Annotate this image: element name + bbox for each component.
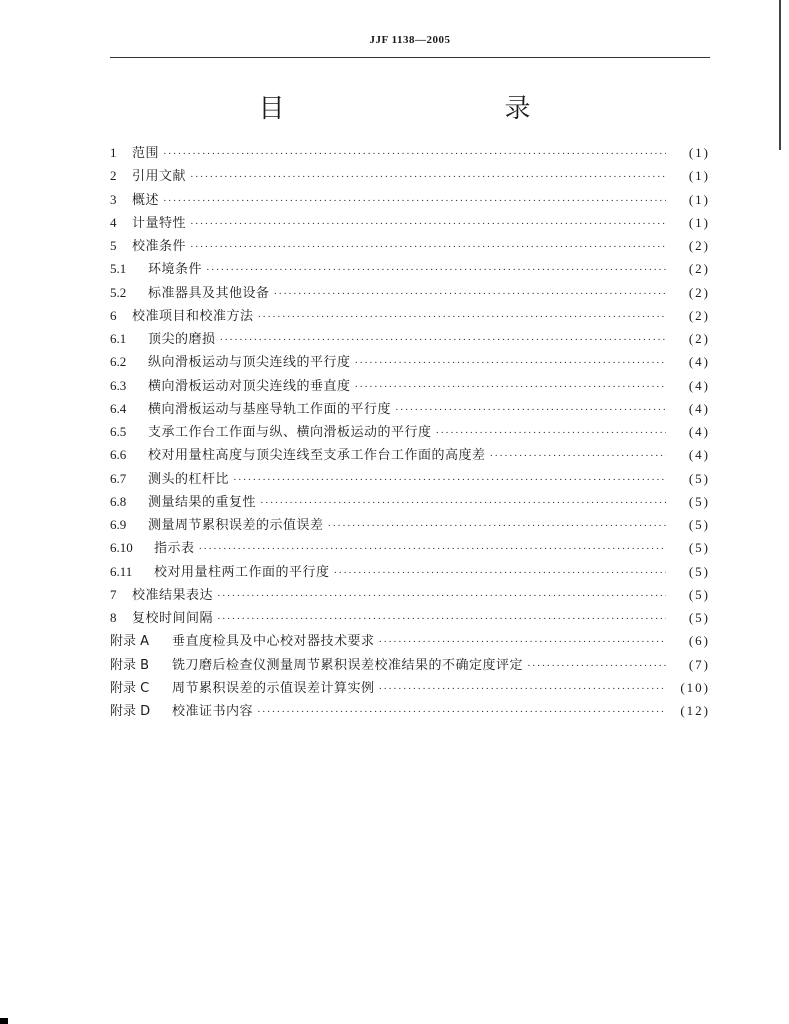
- toc-dot-leader: [328, 520, 666, 532]
- toc-entry-number: 6.1: [110, 331, 127, 346]
- toc-entry-title: 校对用量柱两工作面的平行度: [154, 564, 330, 580]
- toc-entry-page: (5): [688, 563, 710, 579]
- toc-entry-title: 测头的杠杆比: [148, 471, 230, 487]
- toc-entry[interactable]: [110, 491, 710, 514]
- document-code-header: JJF 1138—2005: [369, 34, 451, 46]
- table-of-contents: [110, 142, 710, 723]
- toc-entry-number: 附录 A: [110, 634, 150, 650]
- toc-entry-title: 测量周节累积误差的示值误差: [148, 518, 324, 533]
- toc-entry[interactable]: [110, 142, 710, 165]
- toc-entry-page: (4): [688, 354, 710, 370]
- toc-entry-title: 校准项目和校准方法: [132, 308, 254, 324]
- toc-entry[interactable]: [110, 351, 710, 374]
- toc-entry-number: 2: [110, 168, 117, 184]
- toc-dot-leader: [220, 334, 666, 346]
- toc-entry[interactable]: [110, 235, 710, 258]
- toc-entry-number: 6: [110, 307, 117, 323]
- toc-entry-page: (5): [688, 470, 710, 486]
- page-title: 目 录: [258, 94, 587, 124]
- toc-entry-page: (10): [680, 679, 710, 695]
- toc-entry[interactable]: [110, 584, 710, 607]
- scan-corner-mark: [0, 1018, 8, 1024]
- toc-entry-number: 附录 C: [110, 680, 150, 696]
- toc-entry-title: 测量结果的重复性: [148, 494, 257, 510]
- toc-entry-page: (2): [688, 284, 710, 300]
- toc-entry-page: (2): [688, 331, 710, 346]
- toc-dot-leader: [206, 264, 666, 276]
- toc-entry-page: (5): [688, 517, 710, 532]
- toc-dot-leader: [379, 683, 666, 695]
- toc-entry-title: 计量特性: [132, 215, 187, 231]
- toc-entry[interactable]: [110, 630, 710, 653]
- toc-dot-leader: [355, 357, 666, 369]
- toc-entry-title: 概述: [132, 192, 160, 208]
- toc-entry-number: 6.8: [110, 493, 127, 509]
- toc-dot-leader: [217, 613, 666, 625]
- toc-entry-page: (1): [688, 145, 710, 160]
- toc-entry-page: (4): [688, 424, 710, 439]
- toc-dot-leader: [527, 660, 666, 672]
- toc-entry[interactable]: [110, 328, 710, 351]
- toc-dot-leader: [163, 148, 666, 160]
- toc-dot-leader: [395, 404, 666, 416]
- toc-entry-page: (5): [688, 610, 710, 625]
- toc-entry-title: 周节累积误差的示值误差计算实例: [172, 680, 375, 696]
- toc-entry-number: 6.9: [110, 517, 127, 532]
- toc-entry-number: 6.4: [110, 400, 127, 416]
- toc-entry-title: 顶尖的磨损: [148, 332, 216, 347]
- toc-entry-page: (4): [688, 400, 710, 416]
- toc-entry-title: 铣刀磨后检查仪测量周节累积误差校准结果的不确定度评定: [172, 657, 524, 673]
- toc-entry[interactable]: [110, 468, 710, 491]
- toc-entry-title: 纵向滑板运动与顶尖连线的平行度: [148, 355, 351, 371]
- toc-entry-page: (7): [688, 656, 710, 672]
- toc-entry[interactable]: [110, 282, 710, 305]
- toc-entry-page: (2): [688, 307, 710, 323]
- toc-entry-title: 范围: [132, 146, 160, 161]
- toc-dot-leader: [190, 218, 666, 230]
- toc-entry-title: 支承工作台工作面与纵、横向滑板运动的平行度: [148, 425, 432, 440]
- toc-entry-page: (1): [688, 214, 710, 230]
- toc-entry[interactable]: [110, 654, 710, 677]
- toc-dot-leader: [260, 497, 666, 509]
- toc-entry-title: 横向滑板运动与基座导轨工作面的平行度: [148, 401, 392, 417]
- toc-entry[interactable]: [110, 561, 710, 584]
- toc-dot-leader: [163, 195, 666, 207]
- toc-entry-title: 校准条件: [132, 239, 187, 254]
- toc-entry-title: 校准结果表达: [132, 587, 214, 603]
- toc-entry-title: 指示表: [154, 541, 195, 557]
- toc-entry-page: (12): [680, 703, 710, 718]
- toc-entry-number: 6.3: [110, 377, 127, 393]
- toc-entry-number: 5.1: [110, 261, 127, 277]
- toc-entry-title: 标准器具及其他设备: [148, 285, 270, 301]
- toc-entry-title: 复校时间间隔: [132, 611, 214, 626]
- toc-entry-number: 6.2: [110, 354, 127, 370]
- toc-entry-page: (2): [688, 261, 710, 277]
- toc-entry-number: 6.7: [110, 470, 127, 486]
- toc-entry-number: 5: [110, 238, 117, 253]
- toc-entry-page: (1): [688, 191, 710, 207]
- toc-entry[interactable]: [110, 677, 710, 700]
- toc-entry-page: (4): [688, 377, 710, 393]
- toc-dot-leader: [436, 427, 666, 439]
- toc-entry-title: 垂直度检具及中心校对器技术要求: [172, 634, 375, 650]
- toc-entry[interactable]: [110, 700, 710, 723]
- toc-dot-leader: [199, 543, 666, 555]
- toc-entry-number: 3: [110, 191, 117, 207]
- toc-dot-leader: [274, 288, 666, 300]
- toc-entry-title: 校对用量柱高度与顶尖连线至支承工作台工作面的高度差: [148, 448, 486, 464]
- toc-dot-leader: [190, 171, 666, 183]
- toc-entry-number: 1: [110, 145, 117, 160]
- toc-entry[interactable]: [110, 305, 710, 328]
- toc-entry-number: 4: [110, 214, 117, 230]
- toc-entry-number: 6.11: [110, 563, 133, 579]
- toc-entry[interactable]: [110, 537, 710, 560]
- toc-entry-page: (6): [688, 633, 710, 649]
- toc-entry-title: 引用文献: [132, 169, 187, 185]
- scan-edge-mark: [776, 0, 781, 150]
- toc-entry[interactable]: [110, 514, 710, 537]
- toc-dot-leader: [355, 381, 666, 393]
- toc-entry[interactable]: [110, 212, 710, 235]
- toc-dot-leader: [190, 241, 666, 253]
- toc-entry-page: (1): [688, 168, 710, 184]
- toc-dot-leader: [379, 636, 666, 648]
- toc-entry-title: 横向滑板运动对顶尖连线的垂直度: [148, 378, 351, 394]
- toc-entry-page: (4): [688, 447, 710, 463]
- toc-entry[interactable]: [110, 421, 710, 444]
- toc-entry[interactable]: [110, 189, 710, 212]
- toc-entry-page: (2): [688, 238, 710, 253]
- toc-entry[interactable]: [110, 398, 710, 421]
- header-rule: [110, 57, 710, 58]
- toc-entry[interactable]: [110, 165, 710, 188]
- toc-entry[interactable]: [110, 607, 710, 630]
- toc-dot-leader: [217, 590, 666, 602]
- toc-entry[interactable]: [110, 375, 710, 398]
- toc-entry-number: 6.10: [110, 540, 133, 556]
- toc-entry-number: 6.6: [110, 447, 127, 463]
- toc-entry-number: 8: [110, 610, 117, 625]
- toc-entry-number: 5.2: [110, 284, 127, 300]
- toc-entry[interactable]: [110, 444, 710, 467]
- toc-entry-number: 附录 B: [110, 657, 150, 673]
- toc-dot-leader: [233, 474, 666, 486]
- toc-entry-page: (5): [688, 493, 710, 509]
- toc-dot-leader: [257, 706, 666, 718]
- toc-entry-title: 校准证书内容: [172, 704, 254, 719]
- toc-entry-title: 环境条件: [148, 262, 203, 278]
- toc-dot-leader: [490, 450, 666, 462]
- toc-entry-number: 7: [110, 586, 117, 602]
- toc-entry-page: (5): [688, 586, 710, 602]
- toc-entry-number: 附录 D: [110, 704, 151, 719]
- toc-entry-number: 6.5: [110, 424, 127, 439]
- toc-entry[interactable]: [110, 258, 710, 281]
- toc-entry-page: (5): [688, 540, 710, 556]
- toc-dot-leader: [334, 567, 666, 579]
- toc-dot-leader: [258, 311, 666, 323]
